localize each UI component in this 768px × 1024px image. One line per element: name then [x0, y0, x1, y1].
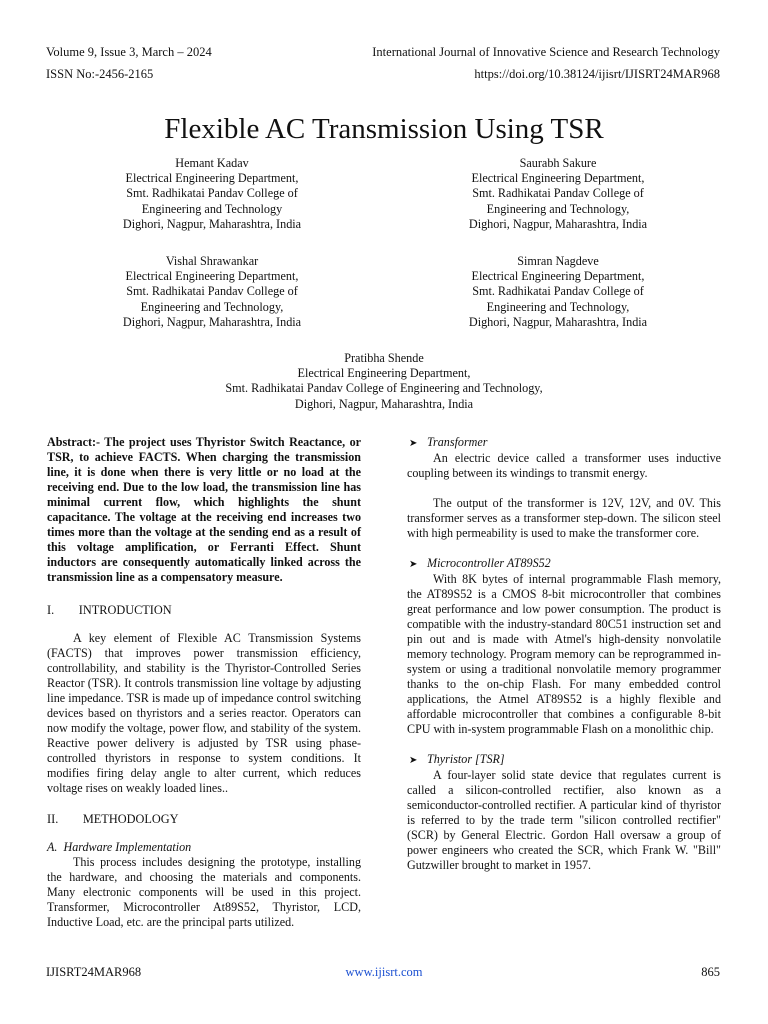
author-affiliation: Engineering and Technology, — [140, 299, 284, 314]
bullet-heading-transformer — [407, 435, 721, 451]
right-column — [407, 435, 721, 873]
bullet-heading-label: Transformer — [427, 435, 488, 449]
author-affiliation: Smt. Radhikatai Pandav College of Engineering and Technology, — [225, 381, 543, 396]
arrow-bullet-icon: ➤ — [409, 438, 418, 449]
author-block — [184, 351, 584, 412]
author-affiliation: Electrical Engineering Department, — [297, 366, 471, 381]
bullet-heading-thyristor — [407, 752, 721, 768]
author-affiliation: Electrical Engineering Department, — [471, 171, 645, 186]
author-name: Simran Nagdeve — [517, 254, 599, 268]
section-heading-methodology: II. METHODOLOGY — [47, 812, 179, 826]
transformer-output-text: The output of the transformer is 12V, 12V, and 0V. This transformer serves as a transformer step-down. The silicon steel with high permeability is used to make the transformer core. — [407, 496, 721, 540]
author-block — [67, 254, 357, 330]
bullet-heading-microcontroller — [407, 556, 721, 572]
bullet-heading-label: Microcontroller AT89S52 — [427, 556, 551, 570]
transformer-text: An electric device called a transformer uses inductive coupling between its windings to transmit energy. — [407, 451, 721, 480]
author-affiliation: Dighori, Nagpur, Maharashtra, India — [468, 314, 648, 329]
introduction-text: A key element of Flexible AC Transmission Systems (FACTS) that improves power transmission efficiency, controllability, and stability is the Thyristor-Controlled Series Reactor (TSR). It controls transmission line voltage by adjusting line impedance. TSR is made up of impedance control switching devices based on thyristors and a series reactor. Operators can now modify the voltage, power flow, and stability of the system. Reactive power delivery is adjusted by TSR using phase-controlled thyristors in response to system conditions. It modifies firing delay angle to alter current, which reduces voltage rises on weakly loaded lines.. — [47, 631, 361, 795]
author-affiliation: Electrical Engineering Department, — [125, 269, 299, 284]
doi-link[interactable]: https://doi.org/10.38124/ijisrt/IJISRT24MAR968 — [474, 67, 720, 81]
author-name: Pratibha Shende — [344, 351, 424, 365]
methodology-text: This process includes designing the prototype, installing the hardware, and choosing the materials and components. Many electronic components will be used in this project. Transformer, Microcontroller At89S52, Thyristor, LCD, Inductive Load, etc. are the principal parts utilized. — [47, 855, 361, 929]
volume-info: Volume 9, Issue 3, March – 2024 — [46, 45, 212, 59]
author-affiliation: Dighori, Nagpur, Maharashtra, India — [122, 216, 302, 231]
subsection-heading-hardware: A. Hardware Implementation — [47, 840, 192, 854]
author-block — [67, 156, 357, 232]
author-affiliation: Smt. Radhikatai Pandav College of — [126, 186, 298, 201]
author-affiliation: Engineering and Technology, — [486, 201, 630, 216]
author-name: Saurabh Sakure — [519, 156, 597, 170]
author-name: Vishal Shrawankar — [165, 254, 259, 268]
author-affiliation: Dighori, Nagpur, Maharashtra, India — [294, 396, 474, 411]
microcontroller-text: With 8K bytes of internal programmable Flash memory, the AT89S52 is a CMOS 8-bit microcontroller that combines great performance and low power consumption. The product is compatible with the industry-standard 80C51 instruction set and pin out and is made with Atmel's high-density nonvolatile memory technology. Program memory can be reprogrammed in-system or using a traditional nonvolatile memory programmer thanks to the on-chip Flash. For many embedded control applications, the Atmel AT89S52 is a highly flexible and affordable microcontroller that combines a configurable 8-bit CPU with in-system programmable Flash on a monolithic chip. — [407, 572, 721, 736]
author-affiliation: Engineering and Technology — [141, 201, 283, 216]
author-affiliation: Dighori, Nagpur, Maharashtra, India — [122, 314, 302, 329]
abstract: Abstract:- The project uses Thyristor Switch Reactance, or TSR, to achieve FACTS. When charging the transmission line, it is done when there is very little or no load at the receiving end. Due to the low load, the transmission line has minimal current flow, which highlights the shunt capacitance. The voltage at the receiving end increases two times more than the voltage at the sending end as a result of this voltage amplification, or Ferranti Effect. Shunt inductors are consequently automatically linked across the transmission line as a compensatory measure. — [47, 435, 361, 584]
author-name: Hemant Kadav — [175, 156, 249, 170]
bullet-heading-label: Thyristor [TSR] — [427, 752, 505, 766]
footer-website-link[interactable]: www.ijisrt.com — [345, 965, 423, 979]
arrow-bullet-icon: ➤ — [409, 755, 418, 766]
author-affiliation: Smt. Radhikatai Pandav College of — [472, 284, 644, 299]
left-column — [47, 435, 361, 930]
author-affiliation: Smt. Radhikatai Pandav College of — [126, 284, 298, 299]
author-affiliation: Electrical Engineering Department, — [125, 171, 299, 186]
arrow-bullet-icon: ➤ — [409, 559, 418, 570]
page-number: 865 — [701, 965, 720, 979]
author-affiliation: Engineering and Technology, — [486, 299, 630, 314]
issn: ISSN No:-2456-2165 — [46, 67, 154, 81]
author-affiliation: Smt. Radhikatai Pandav College of — [472, 186, 644, 201]
author-affiliation: Electrical Engineering Department, — [471, 269, 645, 284]
author-block — [413, 254, 703, 330]
author-block — [413, 156, 703, 232]
journal-name: International Journal of Innovative Science and Research Technology — [372, 45, 720, 59]
footer-paper-id: IJISRT24MAR968 — [46, 965, 142, 979]
thyristor-text: A four-layer solid state device that regulates current is called a silicon-controlled rectifier, also known as a semiconductor-controlled rectifier. A particular kind of thyristor is referred to by the trade term "silicon controlled rectifier" (SCR) by General Electric. Gordon Hall oversaw a group of power engineers who created the SCR, which Frank W. "Bill" Gutzwiller brought to market in 1957. — [407, 768, 721, 872]
paper-title: Flexible AC Transmission Using TSR — [164, 113, 604, 146]
section-heading-introduction: I. INTRODUCTION — [47, 603, 172, 617]
author-affiliation: Dighori, Nagpur, Maharashtra, India — [468, 216, 648, 231]
